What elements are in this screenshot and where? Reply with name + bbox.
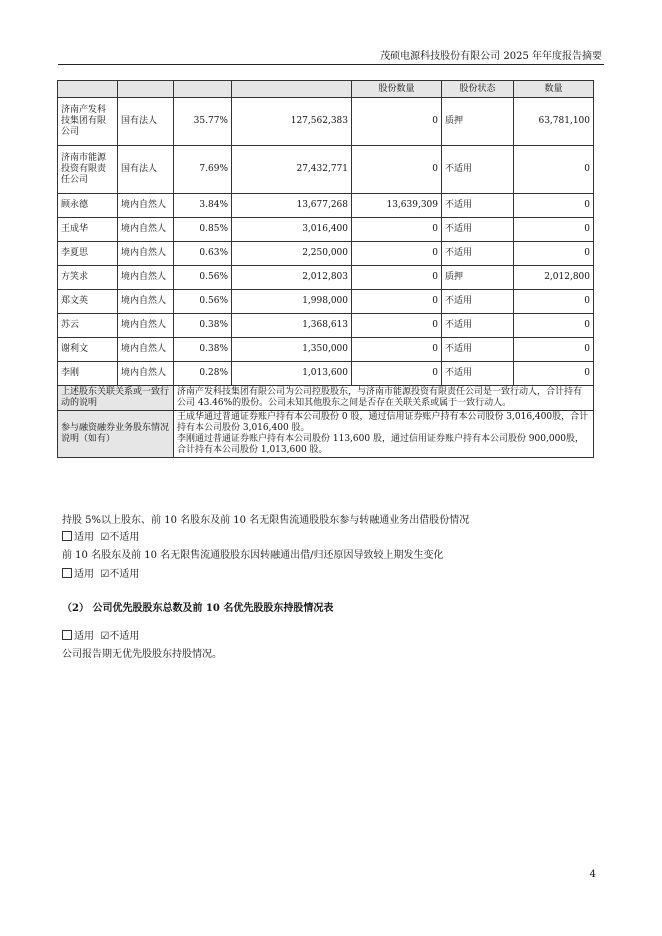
table-row <box>58 362 594 386</box>
page-number: 4 <box>589 869 596 880</box>
holding-shares-cell: 1,013,600 <box>232 362 352 386</box>
holding-shares-cell: 1,368,613 <box>232 314 352 338</box>
table-row <box>58 290 594 314</box>
shareholder-name-cell: 李夏思 <box>58 242 118 266</box>
shareholder-nature-cell: 境内自然人 <box>118 242 174 266</box>
unchecked-box-icon <box>62 568 72 578</box>
relation-label: 上述股东关联关系或一致行动的说明 <box>58 386 174 411</box>
table-row <box>58 314 594 338</box>
shareholder-table <box>57 80 594 458</box>
applicable-label: 适用 <box>74 631 94 642</box>
restricted-shares-cell: 0 <box>352 242 442 266</box>
header-cell: 数量 <box>514 81 594 98</box>
not-applicable-label: 不适用 <box>109 532 140 543</box>
unchecked-box-icon <box>62 630 72 640</box>
change-paragraph: 前 10 名股东及前 10 名无限售流通股股东因转融通出借/归还原因导致较上期发生变化 <box>62 550 444 561</box>
share-status-cell: 不适用 <box>442 194 514 218</box>
holding-shares-cell: 3,016,400 <box>232 218 352 242</box>
table-row <box>58 98 594 146</box>
header-cell: 股份状态 <box>442 81 514 98</box>
pledge-quantity-cell: 0 <box>514 338 594 362</box>
pledge-quantity-cell: 2,012,800 <box>514 266 594 290</box>
pledge-quantity-cell: 0 <box>514 242 594 266</box>
shareholder-nature-cell: 国有法人 <box>118 146 174 194</box>
header-cell <box>58 81 118 98</box>
shareholder-nature-cell: 境内自然人 <box>118 266 174 290</box>
holding-shares-cell: 2,250,000 <box>232 242 352 266</box>
margin-text <box>174 411 594 458</box>
header-rule <box>58 64 604 65</box>
holding-percent-cell: 0.63% <box>174 242 232 266</box>
holding-shares-cell: 127,562,383 <box>232 98 352 146</box>
pledge-quantity-cell: 0 <box>514 314 594 338</box>
checked-box-icon: ☑ <box>100 532 110 543</box>
shareholder-nature-cell: 境内自然人 <box>118 338 174 362</box>
restricted-shares-cell: 0 <box>352 338 442 362</box>
shareholder-name-cell: 苏云 <box>58 314 118 338</box>
lending-paragraph: 持股 5%以上股东、前 10 名股东及前 10 名无限售流通股股东参与转融通业务出借股份情况 <box>62 515 470 526</box>
relation-text: 济南产发科技集团有限公司为公司控股股东，与济南市能源投资有限责任公司是一致行动人，合计持有公司 43.46%的股份。公司未知其他股东之间是否存在关联关系或属于一致行动人。 <box>174 386 594 411</box>
share-status-cell: 不适用 <box>442 338 514 362</box>
shareholder-nature-cell: 境内自然人 <box>118 194 174 218</box>
applicable-label: 适用 <box>74 532 94 543</box>
holding-shares-cell: 13,677,268 <box>232 194 352 218</box>
shareholder-name-cell: 济南产发科技集团有限公司 <box>58 98 118 146</box>
restricted-shares-cell: 0 <box>352 314 442 338</box>
restricted-shares-cell: 0 <box>352 218 442 242</box>
shareholder-name-cell: 王成华 <box>58 218 118 242</box>
no-preferred-paragraph: 公司报告期无优先股股东持股情况。 <box>62 649 222 660</box>
restricted-shares-cell: 0 <box>352 266 442 290</box>
holding-percent-cell: 3.84% <box>174 194 232 218</box>
shareholder-name-cell: 顾永德 <box>58 194 118 218</box>
shareholder-name-cell: 方笑求 <box>58 266 118 290</box>
restricted-shares-cell: 0 <box>352 290 442 314</box>
not-applicable-label: 不适用 <box>109 631 140 642</box>
unchecked-box-icon <box>62 531 72 541</box>
holding-percent-cell: 0.38% <box>174 314 232 338</box>
table-row <box>58 146 594 194</box>
share-status-cell: 不适用 <box>442 362 514 386</box>
pledge-quantity-cell: 63,781,100 <box>514 98 594 146</box>
pledge-quantity-cell: 0 <box>514 290 594 314</box>
share-status-cell: 不适用 <box>442 218 514 242</box>
table-row <box>58 194 594 218</box>
checkbox-line <box>62 528 139 543</box>
holding-shares-cell: 2,012,803 <box>232 266 352 290</box>
table-row <box>58 266 594 290</box>
pledge-quantity-cell: 0 <box>514 194 594 218</box>
header-cell <box>118 81 174 98</box>
pledge-quantity-cell: 0 <box>514 362 594 386</box>
shareholder-name-cell: 郑文英 <box>58 290 118 314</box>
header-cell: 股份数量 <box>352 81 442 98</box>
holding-percent-cell: 0.38% <box>174 338 232 362</box>
share-status-cell: 不适用 <box>442 242 514 266</box>
checked-box-icon: ☑ <box>100 631 110 642</box>
page-header: 茂硕电源科技股份有限公司 2025 年年度报告摘要 <box>380 51 602 62</box>
pledge-quantity-cell: 0 <box>514 218 594 242</box>
holding-shares-cell: 1,350,000 <box>232 338 352 362</box>
table-row <box>58 338 594 362</box>
shareholder-nature-cell: 境内自然人 <box>118 362 174 386</box>
restricted-shares-cell: 0 <box>352 146 442 194</box>
margin-row <box>58 411 594 458</box>
margin-text-line: 李刚通过普通证券账户持有本公司股份 113,600 股，通过信用证券账户持有本公司股份 900,000股，合计持有本公司股份 1,013,600 股。 <box>177 434 585 455</box>
holding-percent-cell: 35.77% <box>174 98 232 146</box>
table-row <box>58 242 594 266</box>
shareholder-name-cell: 李刚 <box>58 362 118 386</box>
shareholder-nature-cell: 境内自然人 <box>118 218 174 242</box>
restricted-shares-cell: 0 <box>352 98 442 146</box>
holding-percent-cell: 7.69% <box>174 146 232 194</box>
shareholder-name-cell: 济南市能源投资有限责任公司 <box>58 146 118 194</box>
restricted-shares-cell: 13,639,309 <box>352 194 442 218</box>
table-header-row <box>58 81 594 98</box>
relation-row <box>58 386 594 411</box>
margin-label: 参与融资融券业务股东情况说明（如有） <box>58 411 174 458</box>
checked-box-icon: ☑ <box>100 569 110 580</box>
holding-shares-cell: 1,998,000 <box>232 290 352 314</box>
holding-percent-cell: 0.28% <box>174 362 232 386</box>
share-status-cell: 不适用 <box>442 314 514 338</box>
shareholder-nature-cell: 国有法人 <box>118 98 174 146</box>
checkbox-line <box>62 565 139 580</box>
applicable-label: 适用 <box>74 569 94 580</box>
header-cell <box>232 81 352 98</box>
restricted-shares-cell: 0 <box>352 362 442 386</box>
holding-percent-cell: 0.85% <box>174 218 232 242</box>
pledge-quantity-cell: 0 <box>514 146 594 194</box>
shareholder-name-cell: 谢利文 <box>58 338 118 362</box>
share-status-cell: 不适用 <box>442 146 514 194</box>
checkbox-line <box>62 627 139 642</box>
share-status-cell: 不适用 <box>442 290 514 314</box>
holding-percent-cell: 0.56% <box>174 290 232 314</box>
share-status-cell: 质押 <box>442 266 514 290</box>
header-cell <box>174 81 232 98</box>
holding-percent-cell: 0.56% <box>174 266 232 290</box>
shareholder-nature-cell: 境内自然人 <box>118 314 174 338</box>
section-title: （2） 公司优先股股东总数及前 10 名优先股股东持股情况表 <box>62 603 334 614</box>
not-applicable-label: 不适用 <box>109 569 140 580</box>
margin-text-line: 王成华通过普通证券账户持有本公司股份 0 股，通过信用证券账户持有本公司股份 3,016,400股，合计持有本公司股份 3,016,400 股。 <box>177 412 589 433</box>
table-row <box>58 218 594 242</box>
share-status-cell: 质押 <box>442 98 514 146</box>
holding-shares-cell: 27,432,771 <box>232 146 352 194</box>
shareholder-nature-cell: 境内自然人 <box>118 290 174 314</box>
